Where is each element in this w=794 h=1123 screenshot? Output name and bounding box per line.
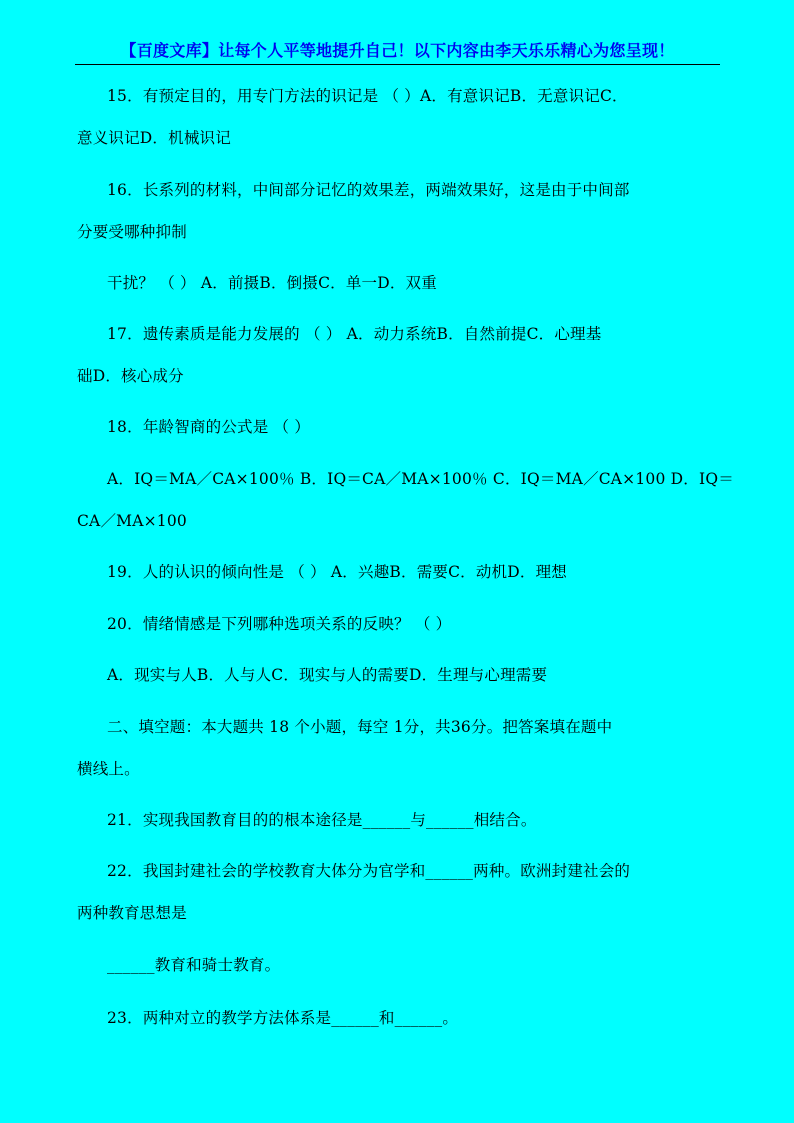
question-18-line-1: 18．年龄智商的公式是 （ ） <box>107 418 311 436</box>
section-two-heading-line-1: 二、填空题：本大题共 18 个小题，每空 1分，共36分。把答案填在题中 <box>107 718 613 736</box>
question-18-options-line-2: CA／MA×100 <box>77 512 187 530</box>
question-23-line: 23．两种对立的教学方法体系是______和______。 <box>107 1009 459 1027</box>
question-16-line-1: 16．长系列的材料，中间部分记忆的效果差，两端效果好，这是由于中间部 <box>107 181 630 199</box>
question-19-line: 19．人的认识的倾向性是 （ ） A．兴趣B．需要C．动机D．理想 <box>107 563 567 581</box>
question-15-line-1: 15．有预定目的，用专门方法的识记是 （ ）A．有意识记B．无意识记C． <box>107 87 628 105</box>
question-17-line-1: 17．遗传素质是能力发展的 （ ） A．动力系统B．自然前提C．心理基 <box>107 325 602 343</box>
question-16-line-2: 分要受哪种抑制 <box>77 223 187 241</box>
question-22-line-3: ______教育和骑士教育。 <box>107 956 281 974</box>
question-20-line-1: 20．情绪情感是下列哪种选项关系的反映？ （ ） <box>107 615 452 633</box>
question-20-options: A．现实与人B．人与人C．现实与人的需要D．生理与心理需要 <box>107 666 548 684</box>
section-two-heading-line-2: 横线上。 <box>77 760 140 778</box>
question-17-line-2: 础D．核心成分 <box>77 367 184 385</box>
question-22-line-2: 两种教育思想是 <box>77 904 187 922</box>
question-15-line-2: 意义识记D．机械识记 <box>77 129 231 147</box>
question-22-line-1: 22．我国封建社会的学校教育大体分为官学和______两种。欧洲封建社会的 <box>107 862 631 880</box>
question-21-line: 21．实现我国教育目的的根本途径是______与______相结合。 <box>107 811 537 829</box>
question-18-options-line-1: A．IQ＝MA／CA×100％ B．IQ＝CA／MA×100％ C．IQ＝MA／CA×100 D．IQ＝ <box>107 470 734 488</box>
page-header: 【百度文库】让每个人平等地提升自己！以下内容由李天乐乐精心为您呈现！ <box>75 40 720 65</box>
question-16-line-3: 干扰？ （ ） A．前摄B．倒摄C．单一D．双重 <box>107 274 437 292</box>
